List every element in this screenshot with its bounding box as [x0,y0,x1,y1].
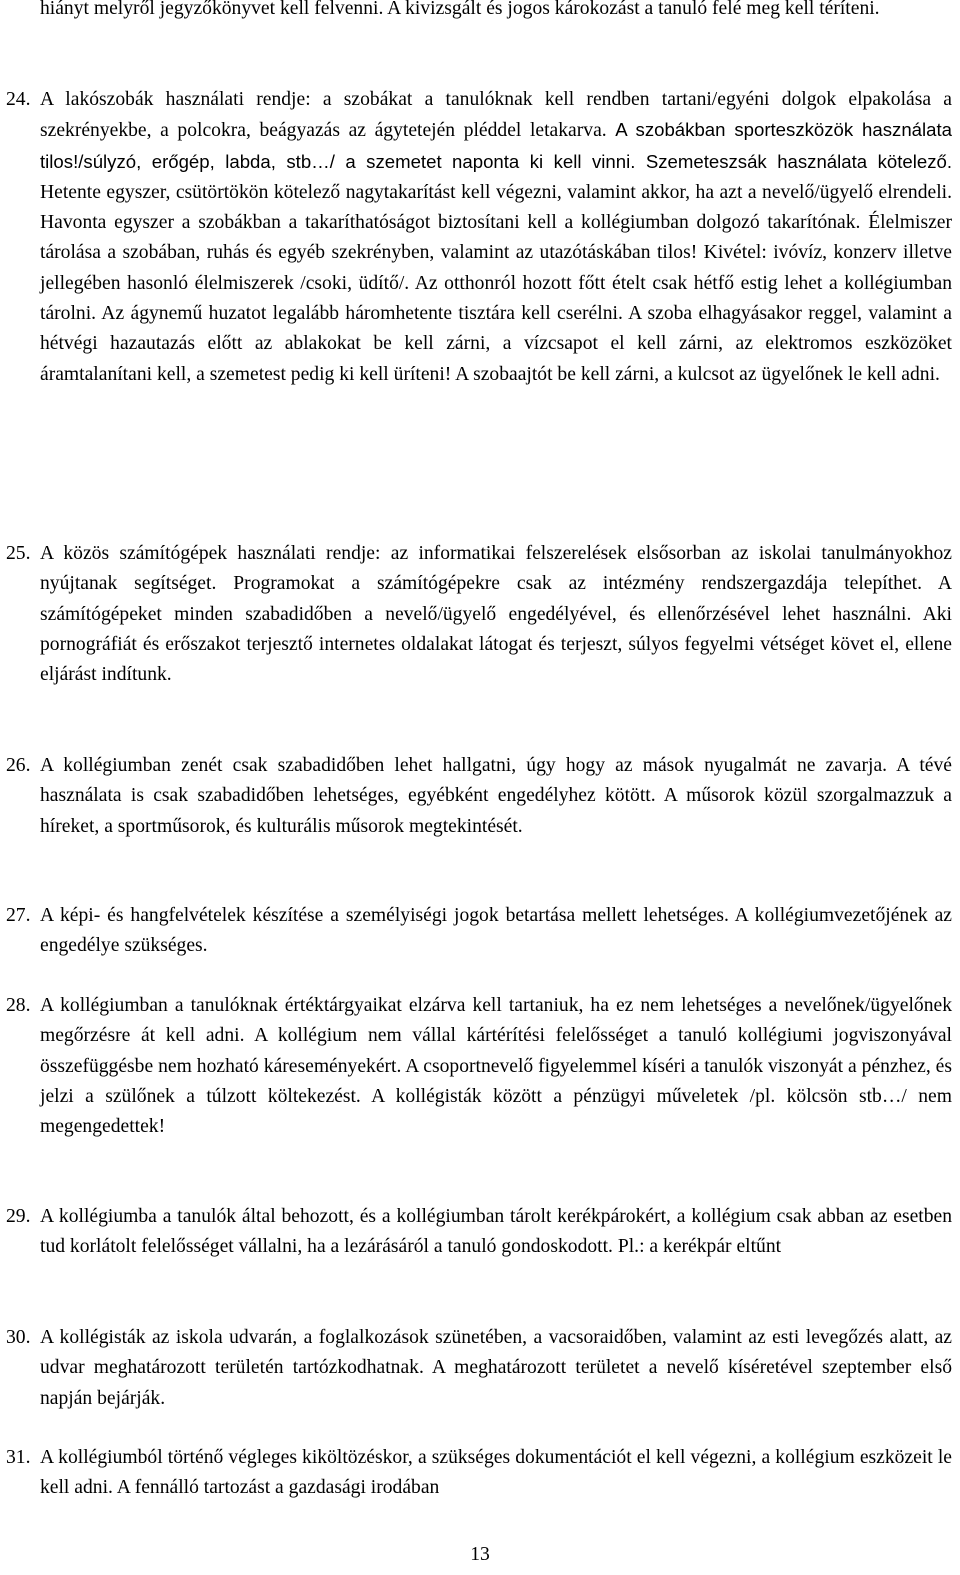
rule-31-paragraph [40,1443,952,1504]
rule-24-paragraph [40,85,952,390]
rule-26-number: 26. [6,755,31,776]
rule-27-number: 27. [6,905,31,926]
rule-27-text: A képi- és hangfelvételek készítése a személyiségi jogok betartása mellett lehetséges. A kollégiumvezetőjének az engedélye szükséges. [40,905,952,957]
rule-29-text: A kollégiumba a tanulók által behozott, és a kollégiumban tárolt kerékpárokért, a kollégium csak abban az esetben tud korlátolt felelősséget vállalni, ha a lezárásáról a tanuló gondoskodott. Pl.: a kerékpár eltűnt [40,1206,952,1258]
rule-24-text-part2: A szobákban sporteszközök használata tilos!/súlyzó, erőgép, labda, stb…/ a szemetet naponta ki kell vinni. Szemeteszsák használata kötelező. [40,119,952,172]
rule-24-text-part3: Hetente egyszer, csütörtökön kötelező nagytakarítást kell végezni, valamint akkor, ha azt a nevelő/ügyelő elrendeli. Havonta egyszer a szobákban a takaríthatóságot biztosítani kell a kollégiumban dolgozó takarítónak. Élelmiszer tárolása a szobában, ruhás és egyéb szekrényben, valamint az utazótáskában tilos! Kivétel: ivóvíz, konzerv illetve jellegében hasonló élelmiszerek /csoki, üdítő/. Az otthonról hozott főtt ételt csak hétfő estig lehet a kollégiumban tárolni. Az ágynemű huzatot legalább háromhetente tisztára kell cserélni. A szoba elhagyásakor reggel, valamint a hétvégi hazautazás előtt az ablakokat be kell zárni, a vízcsapot el kell zárni, az elektromos eszközöket áramtalanítani kell, a szemetest pedig ki kell üríteni! A szobaajtót be kell zárni, a kulcsot az ügyelőnek le kell adni. [40,181,952,385]
page-number: 13 [470,1544,490,1565]
rule-30-number: 30. [6,1327,31,1348]
rule-25-paragraph [40,539,952,690]
rule-28-text: A kollégiumban a tanulóknak értéktárgyaikat elzárva kell tartaniuk, ha ez nem lehetséges a nevelőnek/ügyelőnek megőrzésre át kell adni. A kollégium nem vállal kártérítési felelősséget a tanuló kollégiumi jogviszonyával összefüggésbe nem hozható káreseményekért. A csoportnevelő figyelemmel kíséri a tanulók viszonyát a pénzhez, és jelzi a szülőnek a túlzott költekezést. A kollégisták között a pénzügyi műveletek /pl. kölcsön stb…/ nem megengedettek! [40,995,952,1138]
rule-31-text: A kollégiumból történő végleges kiköltözéskor, a szükséges dokumentációt el kell végezni, a kollégium eszközeit le kell adni. A fennálló tartozást a gazdasági irodában [40,1447,952,1499]
rule-26-paragraph [40,751,952,842]
rule-29-paragraph [40,1202,952,1263]
rule-27-paragraph [40,901,952,962]
rule-28-number: 28. [6,995,31,1016]
rule-24-text-part1: A lakószobák használati rendje: a szobákat a tanulóknak kell rendben tartani/egyéni dolgok elpakolása a szekrényekbe, a polcokra, beágyazás az ágytetején pléddel letakarva. [40,89,952,142]
rule-26-text: A kollégiumban zenét csak szabadidőben lehet hallgatni, úgy hogy az mások nyugalmát ne zavarja. A tévé használata is csak szabadidőben lehetséges, egyébként engedélyhez kötött. A műsorok közül szorgalmazzuk a híreket, a sportműsorok, és kulturális műsorok megtekintését. [40,755,952,837]
rule-25-number: 25. [6,543,31,564]
rule-29-number: 29. [6,1206,31,1227]
rule-30-text: A kollégisták az iskola udvarán, a foglalkozások szünetében, a vacsoraidőben, valamint az esti levegőzés alatt, az udvar meghatározott területén tartózkodhatnak. A meghatározott területet a nevelő kíséretével szeptember első napján bejárják. [40,1327,952,1409]
rule-25-text: A közös számítógépek használati rendje: az informatikai felszerelések elsősorban az iskolai tanulmányokhoz nyújtanak segítséget. Programokat a számítógépekre csak az intézmény rendszergazdája telepíthet. A számítógépeket minden szabadidőben a nevelő/ügyelő engedélyével, és ellenőrzésével lehet használni. Aki pornográfiát és erőszakot terjesztő internetes oldalakat látogat és terjeszt, súlyos fegyelmi vétséget követ el, ellene eljárást indítunk. [40,543,952,686]
rule-30-paragraph [40,1323,952,1414]
rule-31-number: 31. [6,1447,31,1468]
rule-24-number: 24. [6,89,31,110]
intro-text: hiányt melyről jegyzőkönyvet kell felvenni. A kivizsgált és jogos károkozást a tanuló felé meg kell téríteni. [40,0,880,19]
intro-paragraph [40,0,952,24]
rule-28-paragraph [40,991,952,1142]
